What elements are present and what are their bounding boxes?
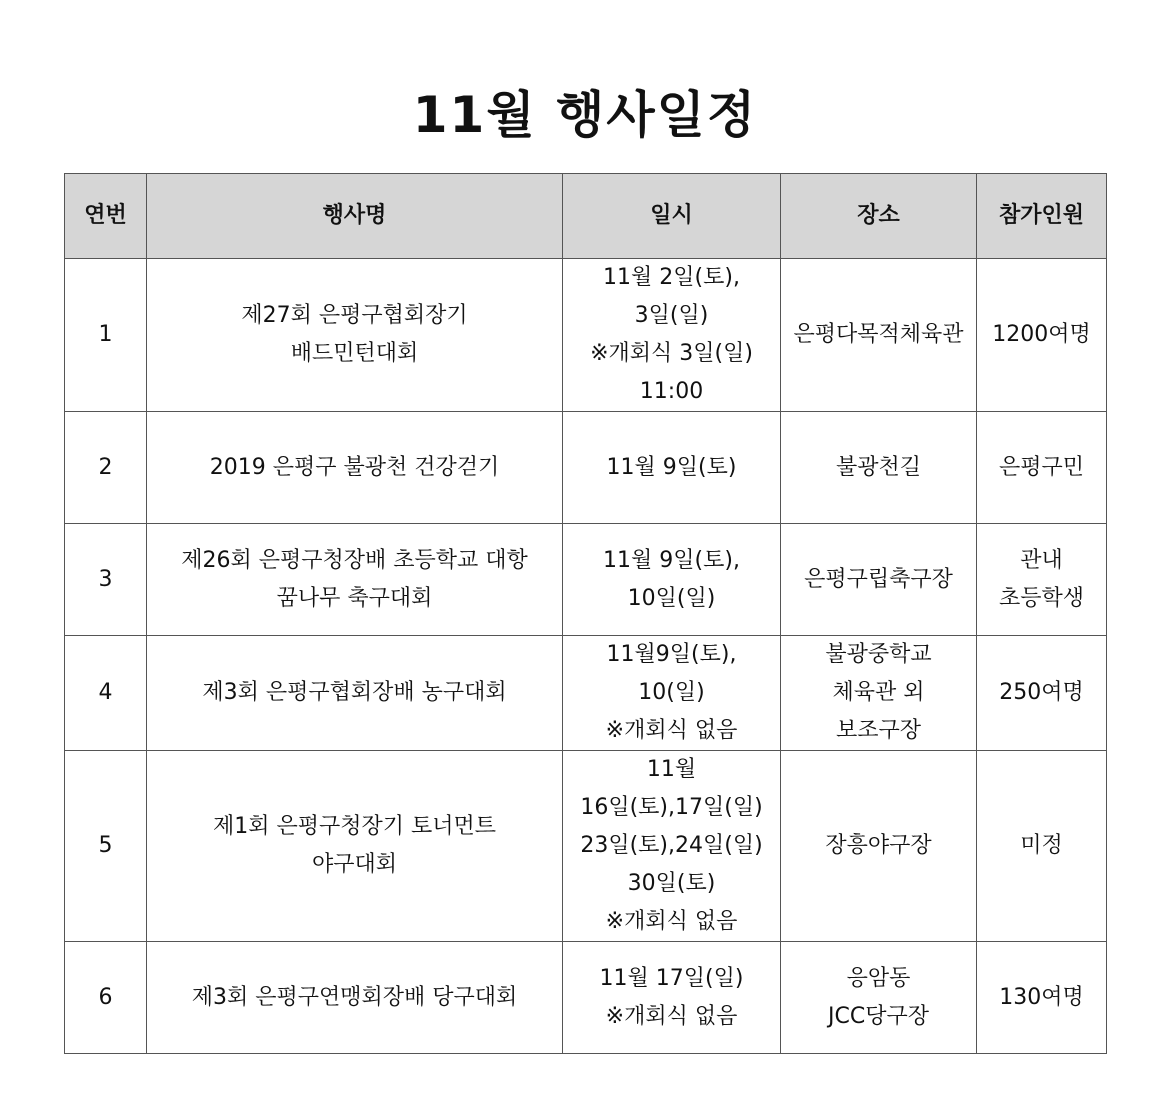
cell-date-line: 10(일) [638, 680, 705, 705]
cell-no: 2 [65, 412, 147, 524]
table-body [65, 259, 1107, 1054]
header-participants: 참가인원 [977, 174, 1107, 259]
cell-date [563, 636, 781, 751]
cell-date [563, 259, 781, 412]
cell-participants-line: 1200여명 [992, 322, 1091, 347]
cell-participants [977, 751, 1107, 942]
table-row [65, 412, 1107, 524]
cell-date-line: 11월 [646, 757, 697, 782]
cell-date [563, 751, 781, 942]
table-header-row [65, 174, 1107, 259]
cell-event-name [147, 524, 563, 636]
cell-participants [977, 942, 1107, 1054]
cell-participants-line: 250여명 [999, 680, 1084, 705]
cell-date-line: 16일(토),17일(일) [580, 795, 763, 820]
cell-place-line: JCC당구장 [828, 1003, 929, 1029]
cell-event-name-line: 배드민턴대회 [290, 341, 419, 366]
cell-participants-line: 미정 [1020, 833, 1063, 858]
cell-place-line: 은평다목적체육관 [793, 322, 964, 347]
cell-no: 3 [65, 524, 147, 636]
cell-event-name [147, 942, 563, 1054]
cell-event-name-line: 제1회 은평구청장기 토너먼트 [212, 814, 496, 839]
cell-event-name-line: 꿈나무 축구대회 [276, 585, 433, 611]
header-no: 연번 [65, 174, 147, 259]
cell-place-line: 은평구립축구장 [804, 566, 953, 592]
cell-place-line: 보조구장 [835, 718, 921, 743]
cell-event-name-line: 야구대회 [311, 852, 397, 877]
header-place: 장소 [781, 174, 977, 259]
page-title: 11월 행사일정 [412, 86, 758, 144]
cell-place [781, 259, 977, 412]
cell-participants-line: 130여명 [999, 984, 1084, 1010]
cell-event-name [147, 259, 563, 412]
cell-date-line: 11월9일(토), [606, 642, 737, 667]
cell-event-name-line: 제3회 은평구협회장배 농구대회 [202, 680, 507, 705]
cell-no: 6 [65, 942, 147, 1054]
cell-date-line: ※개회식 없음 [605, 1003, 738, 1029]
cell-date-line: 23일(토),24일(일) [580, 833, 763, 858]
cell-place [781, 524, 977, 636]
table-row [65, 942, 1107, 1054]
cell-event-name [147, 636, 563, 751]
cell-no: 4 [65, 636, 147, 751]
cell-date-line: 11:00 [639, 379, 704, 404]
cell-place-line: 체육관 외 [832, 680, 925, 705]
table-row [65, 636, 1107, 751]
cell-event-name [147, 751, 563, 942]
cell-participants-line: 초등학생 [998, 585, 1084, 611]
cell-place [781, 751, 977, 942]
table-row [65, 259, 1107, 412]
cell-date-line: 3일(일) [634, 303, 709, 328]
cell-date-line: 11월 17일(일) [599, 965, 744, 991]
cell-event-name-line: 제26회 은평구청장배 초등학교 대항 [181, 547, 528, 573]
cell-participants-line: 은평구민 [998, 454, 1084, 480]
cell-event-name [147, 412, 563, 524]
cell-place [781, 942, 977, 1054]
cell-place-line: 불광천길 [835, 454, 921, 480]
cell-event-name-line: 제27회 은평구협회장기 [241, 303, 468, 328]
cell-place [781, 412, 977, 524]
cell-no: 1 [65, 259, 147, 412]
cell-date-line: 11월 9일(토) [606, 454, 737, 480]
cell-participants-line: 관내 [1020, 547, 1063, 573]
cell-date-line: 11월 9일(토), [603, 547, 740, 573]
cell-participants [977, 412, 1107, 524]
cell-date-line: ※개회식 없음 [605, 909, 738, 934]
cell-date-line: ※개회식 없음 [605, 718, 738, 743]
cell-event-name-line: 제3회 은평구연맹회장배 당구대회 [191, 984, 518, 1010]
cell-place [781, 636, 977, 751]
header-event-name: 행사명 [147, 174, 563, 259]
cell-participants [977, 524, 1107, 636]
cell-date [563, 412, 781, 524]
cell-no: 5 [65, 751, 147, 942]
event-schedule-table [64, 173, 1107, 1054]
cell-date [563, 524, 781, 636]
cell-date [563, 942, 781, 1054]
table-row [65, 524, 1107, 636]
cell-participants [977, 259, 1107, 412]
cell-event-name-line: 2019 은평구 불광천 건강걷기 [209, 454, 500, 480]
header-date: 일시 [563, 174, 781, 259]
cell-participants [977, 636, 1107, 751]
cell-place-line: 응암동 [846, 965, 911, 991]
cell-date-line: 10일(일) [627, 585, 716, 611]
cell-date-line: ※개회식 3일(일) [590, 341, 753, 366]
cell-place-line: 장흥야구장 [825, 833, 932, 858]
cell-date-line: 11월 2일(토), [603, 265, 740, 290]
cell-date-line: 30일(토) [627, 871, 716, 896]
table-row [65, 751, 1107, 942]
cell-place-line: 불광중학교 [825, 642, 932, 667]
